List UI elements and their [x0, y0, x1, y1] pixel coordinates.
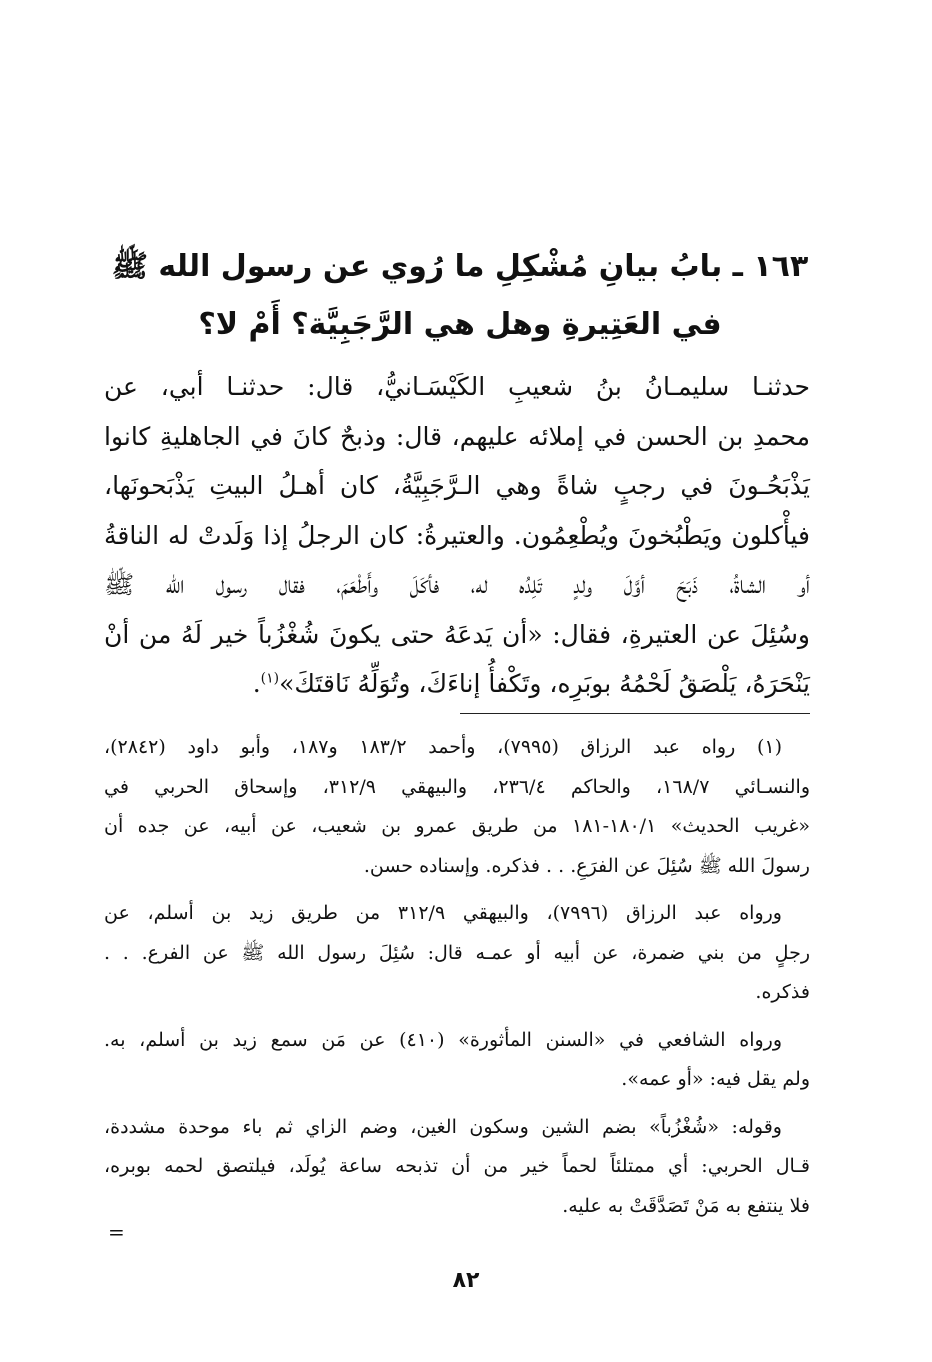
main-text-line: محمدِ بن الحسن في إملائه عليهم، قال: وذبحٌ كانَ في الجاهليةِ كانوا — [104, 421, 810, 451]
main-text-line: حدثنـا سليمـانُ بنُ شعيبِ الكَيْسَـانيُّ، قال: حدثنـا أبي، عن — [104, 372, 810, 401]
footnote-line: فذكره. — [755, 981, 810, 1003]
main-text-last-line: يَنْحَرَهُ، يَلْصَقُ لَحْمُهُ بوبَرِه، وتَكْفأُ إناءَكَ، وتُوَلِّهُ نَاقتَكَ»$^{(١)}$. — [252, 669, 810, 698]
footnote-line: قـال الحربي: أي ممتلئاً لحماً خير من أن تذبحه ساعة يُولَد، فيلتصق لحمه بوبره، — [104, 1155, 810, 1177]
footnote-1 — [104, 728, 810, 886]
footnote-line: رسولَ الله ﷺ سُئِلَ عن الفرَعِ. . . فذكره. وإسناده حسن. — [363, 854, 810, 877]
main-text-line: يَذْبَحُـونَ في رجبٍ شاةً وهي الـرَّجَبِيَّةُ، كان أهـلُ البيتِ يَذْبَحونَها، — [104, 471, 810, 500]
footnote-marker: (١) — [260, 670, 280, 687]
footnote-3 — [104, 1021, 810, 1100]
footnotes-section — [104, 728, 810, 1234]
footnote-line: «غريب الحديث» ١٨٠/١-١٨١ من طريق عمرو بن شعيب، عن أبيه، عن جده أن — [104, 815, 810, 837]
footnote-separator — [460, 713, 810, 714]
footnote-line: ورواه الشافعي في «السنن المأثورة» (٤١٠) عن مَن سمع زيد بن أسلم، به. — [104, 1028, 782, 1051]
main-text-line: يَنْحَرَهُ، يَلْصَقُ لَحْمُهُ بوبَرِه، وتَكْفأُ إناءَكَ، وتُوَلِّهُ نَاقتَكَ» — [279, 669, 810, 698]
main-text-line: وسُئِلَ عن العتيرةِ، فقال: «أن يَدعَهُ حتى يكونَ شُغْزُباً خير لَهُ من أنْ — [104, 619, 810, 649]
main-hadith-text — [104, 362, 810, 709]
footnote-line: فلا ينتفع به مَنْ تَصَدَّقَتْ به عليه. — [562, 1194, 810, 1217]
footnote-2 — [104, 894, 810, 1013]
continuation-mark: = — [108, 1220, 125, 1244]
footnote-line: (١) رواه عبد الرزاق (٧٩٩٥)، وأحمد ١٨٣/٢ و١٨٧، وأبو داود (٢٨٤٢)، — [104, 736, 782, 758]
footnote-line: ولم يقل فيه: «أو عمه». — [621, 1068, 810, 1090]
footnote-4 — [104, 1108, 810, 1227]
page-number: ٨٢ — [452, 1268, 480, 1293]
footnote-line: وقوله: «شُغْزُباً» بضم الشين وسكون الغين، وضم الزاي ثم باء موحدة مشددة، — [104, 1115, 782, 1138]
main-text-line: فيأْكلون ويَطْبُخونَ ويُطْعِمُون. والعتيرةُ: كان الرجلُ إذا وَلَدتْ له الناقةُ — [104, 520, 810, 550]
chapter-title-line-1: ١٦٣ ـ بابُ بيانِ مُشْكِلِ ما رُوي عن رسول الله ﷺ — [111, 249, 809, 284]
footnote-line: رجلٍ من بني ضمرة، عن أبيه أو عمـه قال: سُئِلَ رسول الله ﷺ عن الفرع. . . — [104, 941, 810, 964]
footnote-line: ورواه عبد الرزاق (٧٩٩٦)، والبيهقي ٣١٢/٩ من طريق زيد بن أسلم، عن — [104, 902, 782, 924]
footnote-line: والنسـائي ١٦٨/٧، والحاكم ٢٣٦/٤، والبيهقي ٣١٢/٩، وإسحاق الحربي في — [104, 775, 811, 798]
main-text-line: أو الشاةُ، ذَبَحَ أوَّلَ ولدٍ تَلِدُه له، فأكَلَ وأَطْعَمَ، فقال رسول الله ﷺ — [104, 570, 810, 599]
chapter-title — [100, 238, 820, 354]
chapter-title-line-2: في العَتِيرةِ وهل هي الرَّجَبِيَّة؟ أَمْ لا؟ — [198, 307, 722, 342]
